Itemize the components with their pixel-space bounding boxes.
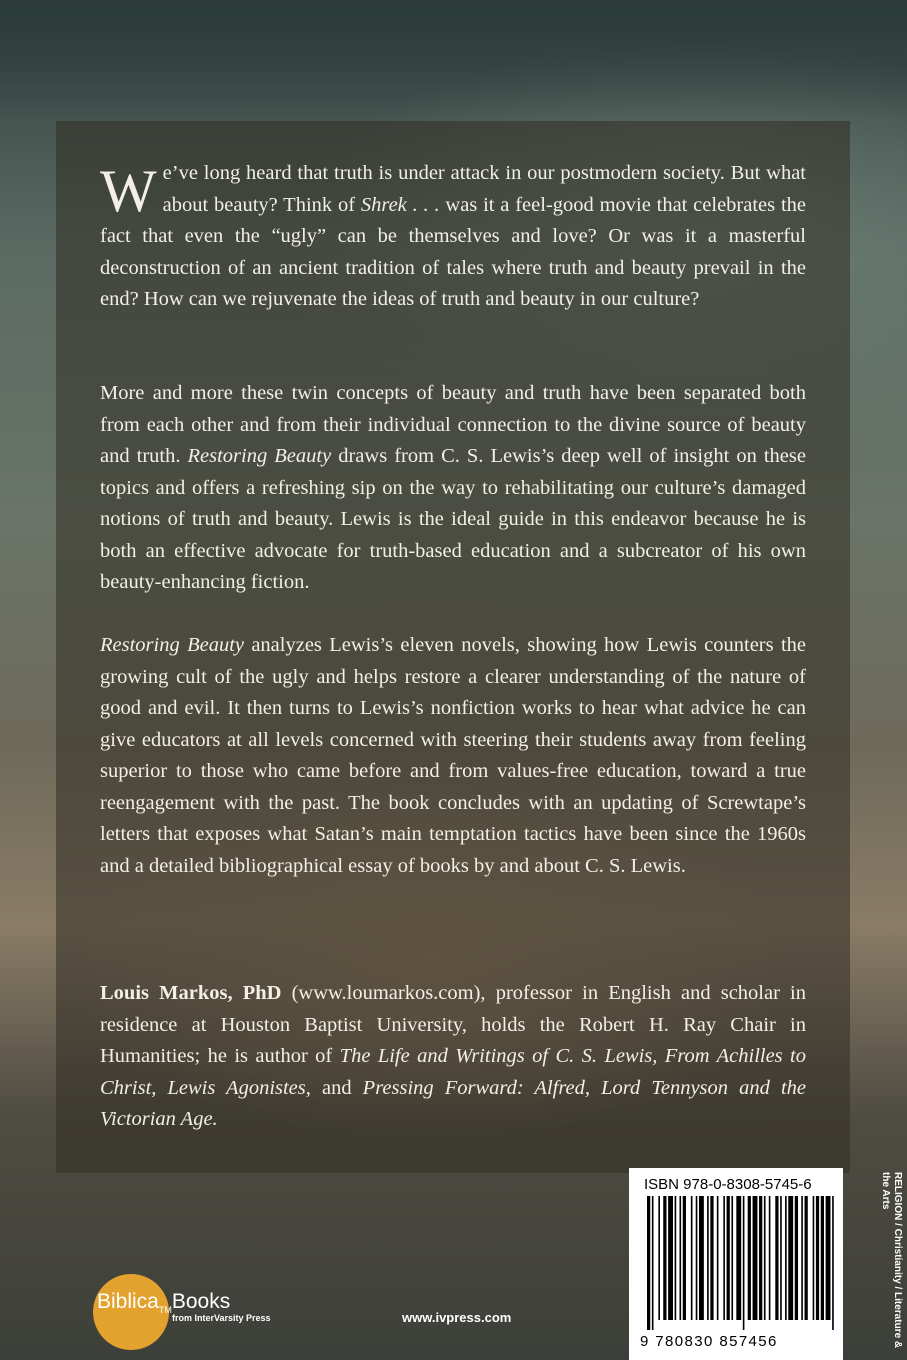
- barcode-bar: [731, 1196, 733, 1320]
- publisher-subline: from InterVarsity Press: [172, 1313, 271, 1323]
- barcode-bar: [785, 1196, 787, 1320]
- description-paragraph-1: We’ve long heard that truth is under attack in our postmodern society. But what about beauty? Think of Shrek . . . was it a feel-good movie that celebrates the fact that even the “ugly” can be themselves and love? Or was it a masterful deconstruction of an ancient tradition of tales where truth and beauty prevail in the end? How can we rejuvenate the ideas of truth and beauty in our culture?: [100, 158, 806, 310]
- background-top-band: [0, 0, 907, 120]
- description-paragraph-2: More and more these twin concepts of beauty and truth have been separated both from each other and from their individual connection to the divine source of beauty and truth. Restoring Beauty draws from C. S. Lewis’s deep well of insight on these topics and offers a refreshing sip on the way to rehabilitating our culture’s damaged notions of truth and beauty. Lewis is the ideal guide in this endeavor because he is both an effective advocate for truth-based education and a subcreator of his own beauty-enhancing fiction.: [100, 382, 806, 593]
- barcode-bars: [645, 1196, 841, 1330]
- barcode-bar: [816, 1196, 819, 1320]
- barcode-bar: [764, 1196, 766, 1320]
- barcode-bar: [788, 1196, 793, 1320]
- barcode-bar: [663, 1196, 666, 1320]
- barcode-bar: [736, 1196, 741, 1320]
- barcode-bar: [801, 1196, 803, 1320]
- author-books-2: Pressing Forward: Alfred, Lord Tennyson and the Victorian Age.: [100, 1076, 806, 1130]
- barcode-bar: [743, 1196, 745, 1330]
- author-bio: Louis Markos, PhD (www.loumarkos.com), professor in English and scholar in residence at Houston Baptist University, holds the Robert H. Ray Chair in Humanities; he is author of The Life and Writings of C. S. Lewis, From Achilles to Christ, Lewis Agonistes, and Pressing Forward: Alfred, Lord Tennyson and the Victorian Age.: [100, 982, 807, 1130]
- barcode-bar: [748, 1196, 751, 1320]
- author-name: Louis Markos, PhD: [100, 982, 282, 1004]
- barcode-bar: [805, 1196, 808, 1320]
- barcode-bar: [813, 1196, 815, 1320]
- barcode-bar: [652, 1196, 654, 1330]
- barcode-bar: [717, 1196, 719, 1320]
- barcode-bar: [647, 1196, 650, 1330]
- barcode-bar: [679, 1196, 681, 1320]
- publisher-logo: Biblica$_{TM}$Books: [97, 1290, 231, 1316]
- barcode-bar: [683, 1196, 686, 1320]
- barcode-bar: [707, 1196, 709, 1320]
- barcode-bar: [826, 1196, 831, 1320]
- isbn-label: ISBN 978-0-8308-5745-6: [644, 1176, 812, 1193]
- barcode-bar: [795, 1196, 798, 1320]
- barcode-bar: [769, 1196, 771, 1320]
- barcode-bar: [759, 1196, 762, 1320]
- barcode-bar: [727, 1196, 730, 1320]
- description-paragraph-3: Restoring Beauty analyzes Lewis’s eleven novels, showing how Lewis counters the growing cult of the ugly and helps restore a clearer understanding of the nature of good and evil. It then turns to Lewis’s nonfiction works to hear what advice he can give educators at all levels concerned with steering their students away from feeling superior to those who came before and from values-free education, toward a true reengagement with the past. The book concludes with an updating of Screwtape’s letters that exposes what Satan’s main temptation tactics have been since the 1960s and a detailed bibliographical essay of books by and about C. S. Lewis.: [100, 634, 806, 877]
- barcode-bar: [658, 1196, 660, 1320]
- barcode-bar: [691, 1196, 693, 1320]
- drop-cap: W: [100, 158, 157, 224]
- barcode-bar: [723, 1196, 725, 1320]
- barcode-bar: [675, 1196, 677, 1320]
- barcode-number: 9 780830 857456: [640, 1333, 778, 1350]
- author-books-1: The Life and Writings of C. S. Lewis, From Achilles to Christ, Lewis Agonistes: [100, 1045, 807, 1099]
- category-label: RELIGION / Christianity / Literature & the Arts: [880, 1172, 903, 1349]
- barcode-bar: [753, 1196, 758, 1320]
- barcode-bar: [780, 1196, 782, 1320]
- barcode-bar: [696, 1196, 698, 1320]
- barcode-bar: [668, 1196, 673, 1320]
- barcode-bar: [699, 1196, 704, 1320]
- publisher-website[interactable]: www.ivpress.com: [402, 1310, 512, 1325]
- barcode-bar: [775, 1196, 778, 1320]
- barcode-bar: [821, 1196, 824, 1320]
- barcode-bar: [832, 1196, 834, 1330]
- barcode-bar: [710, 1196, 713, 1320]
